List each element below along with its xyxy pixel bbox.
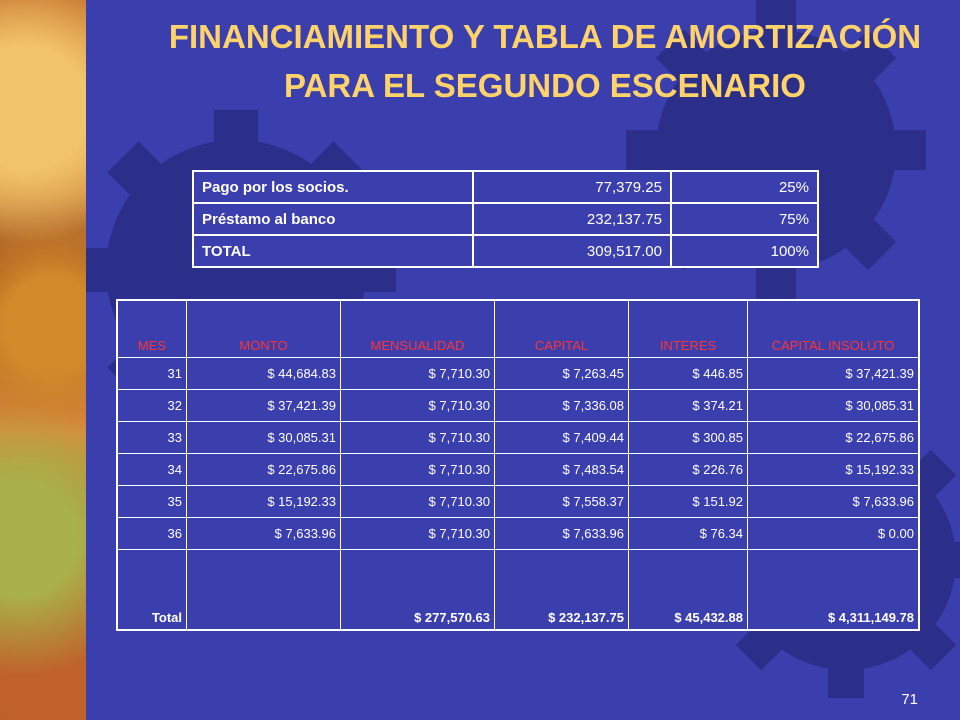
cell-mes: 32 bbox=[117, 390, 187, 422]
cell-monto: $ 37,421.39 bbox=[187, 390, 341, 422]
cell-capital: $ 7,558.37 bbox=[495, 486, 629, 518]
summary-label: TOTAL bbox=[193, 235, 473, 267]
summary-amount: 77,379.25 bbox=[473, 171, 671, 203]
total-row bbox=[117, 550, 919, 631]
header-capital-insoluto: CAPITAL INSOLUTO bbox=[748, 300, 920, 358]
table-row bbox=[117, 422, 919, 454]
cell-capital-insoluto: $ 0.00 bbox=[748, 518, 920, 550]
table-row bbox=[117, 486, 919, 518]
cell-mensualidad: $ 7,710.30 bbox=[341, 390, 495, 422]
cell-mensualidad: $ 7,710.30 bbox=[341, 518, 495, 550]
cell-capital-insoluto: $ 30,085.31 bbox=[748, 390, 920, 422]
table-row bbox=[117, 454, 919, 486]
summary-label: Pago por los socios. bbox=[193, 171, 473, 203]
summary-row bbox=[193, 171, 818, 203]
cell-mes: 31 bbox=[117, 358, 187, 390]
table-row bbox=[117, 358, 919, 390]
total-mensualidad: $ 277,570.63 bbox=[341, 550, 495, 631]
cell-capital-insoluto: $ 15,192.33 bbox=[748, 454, 920, 486]
cell-mensualidad: $ 7,710.30 bbox=[341, 486, 495, 518]
cell-capital: $ 7,483.54 bbox=[495, 454, 629, 486]
amortization-header-row bbox=[117, 300, 919, 358]
cell-monto: $ 15,192.33 bbox=[187, 486, 341, 518]
cell-interes: $ 374.21 bbox=[629, 390, 748, 422]
header-mes: MES bbox=[117, 300, 187, 358]
amortization-table bbox=[116, 299, 920, 631]
cell-capital: $ 7,263.45 bbox=[495, 358, 629, 390]
header-mensualidad: MENSUALIDAD bbox=[341, 300, 495, 358]
summary-percent: 100% bbox=[671, 235, 818, 267]
summary-amount: 309,517.00 bbox=[473, 235, 671, 267]
cell-monto: $ 30,085.31 bbox=[187, 422, 341, 454]
summary-amount: 232,137.75 bbox=[473, 203, 671, 235]
cell-interes: $ 226.76 bbox=[629, 454, 748, 486]
summary-percent: 75% bbox=[671, 203, 818, 235]
page-number: 71 bbox=[901, 691, 918, 708]
financing-summary-table bbox=[192, 170, 819, 268]
cell-mes: 34 bbox=[117, 454, 187, 486]
cell-interes: $ 446.85 bbox=[629, 358, 748, 390]
cell-capital: $ 7,409.44 bbox=[495, 422, 629, 454]
header-capital: CAPITAL bbox=[495, 300, 629, 358]
cell-interes: $ 76.34 bbox=[629, 518, 748, 550]
total-monto bbox=[187, 550, 341, 631]
cell-mensualidad: $ 7,710.30 bbox=[341, 454, 495, 486]
total-label: Total bbox=[117, 550, 187, 631]
cell-monto: $ 44,684.83 bbox=[187, 358, 341, 390]
cell-monto: $ 7,633.96 bbox=[187, 518, 341, 550]
summary-row bbox=[193, 203, 818, 235]
cell-capital: $ 7,633.96 bbox=[495, 518, 629, 550]
summary-row bbox=[193, 235, 818, 267]
total-capital: $ 232,137.75 bbox=[495, 550, 629, 631]
header-monto: MONTO bbox=[187, 300, 341, 358]
cell-mensualidad: $ 7,710.30 bbox=[341, 358, 495, 390]
header-interes: INTERES bbox=[629, 300, 748, 358]
cell-interes: $ 300.85 bbox=[629, 422, 748, 454]
cell-mes: 33 bbox=[117, 422, 187, 454]
total-interes: $ 45,432.88 bbox=[629, 550, 748, 631]
decorative-side-strip bbox=[0, 0, 86, 720]
summary-label: Préstamo al banco bbox=[193, 203, 473, 235]
cell-monto: $ 22,675.86 bbox=[187, 454, 341, 486]
slide-title: FINANCIAMIENTO Y TABLA DE AMORTIZACIÓN PARA EL SEGUNDO ESCENARIO bbox=[168, 18, 922, 104]
table-row bbox=[117, 390, 919, 422]
cell-capital-insoluto: $ 22,675.86 bbox=[748, 422, 920, 454]
cell-mensualidad: $ 7,710.30 bbox=[341, 422, 495, 454]
cell-mes: 36 bbox=[117, 518, 187, 550]
table-row bbox=[117, 518, 919, 550]
cell-capital: $ 7,336.08 bbox=[495, 390, 629, 422]
cell-mes: 35 bbox=[117, 486, 187, 518]
summary-percent: 25% bbox=[671, 171, 818, 203]
cell-capital-insoluto: $ 7,633.96 bbox=[748, 486, 920, 518]
total-capital-insoluto: $ 4,311,149.78 bbox=[748, 550, 920, 631]
cell-interes: $ 151.92 bbox=[629, 486, 748, 518]
cell-capital-insoluto: $ 37,421.39 bbox=[748, 358, 920, 390]
